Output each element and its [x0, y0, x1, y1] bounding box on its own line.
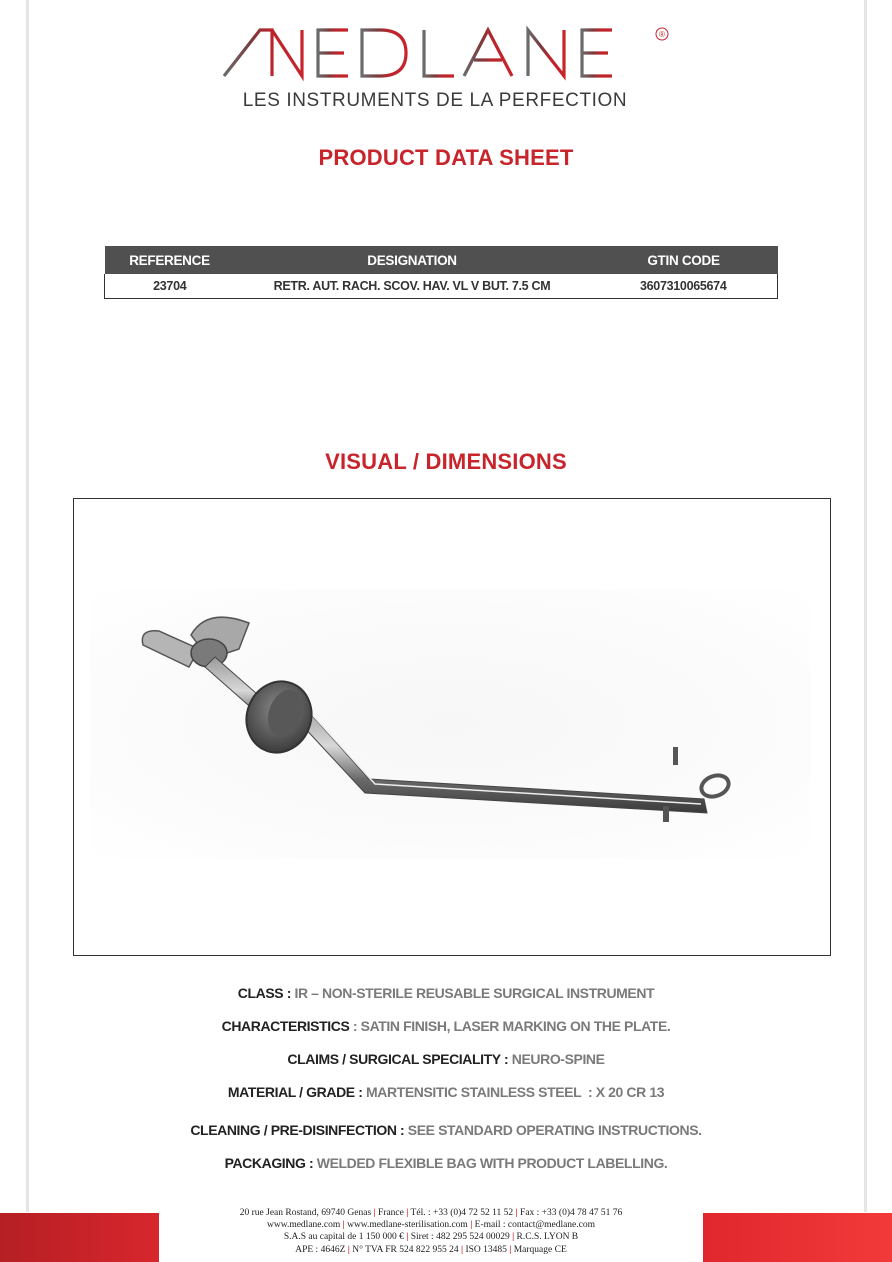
- spec-characteristics: [0, 1018, 892, 1034]
- spec-packaging-label: PACKAGING :: [224, 1155, 314, 1171]
- reference-cell: 23704: [105, 274, 235, 299]
- footer-email-link[interactable]: E-mail : contact@medlane.com: [474, 1220, 595, 1231]
- reference-table: [104, 246, 778, 299]
- product-data-sheet-title: PRODUCT DATA SHEET: [318, 145, 574, 170]
- footer-address-line: 20 rue Jean Rostand, 69740 Genas | France | Tél. : +33 (0)4 72 52 11 52 | Fax : +33 (0)4 78 47 51 76: [239, 1208, 623, 1218]
- spec-cleaning-value: SEE STANDARD OPERATING INSTRUCTIONS.: [407, 1122, 702, 1138]
- retractor-instrument-image: [129, 609, 749, 839]
- footer-country: France: [378, 1208, 404, 1218]
- footer-fax: Fax : +33 (0)4 78 47 51 76: [520, 1208, 623, 1218]
- spec-class: [0, 985, 892, 1001]
- footer-rcs: R.C.S. LYON B: [516, 1232, 579, 1243]
- footer-phone: Tél. : +33 (0)4 72 52 11 52: [410, 1208, 514, 1218]
- designation-cell: RETR. AUT. RACH. SCOV. HAV. VL V BUT. 7.5 CM: [235, 274, 590, 299]
- spec-packaging: [0, 1155, 892, 1171]
- spec-claims-value: NEURO-SPINE: [511, 1051, 605, 1067]
- footer-web-line: www.medlane.com | www.medlane-sterilisation.com | E-mail : contact@medlane.com: [266, 1220, 595, 1231]
- table-header-designation: DESIGNATION: [235, 246, 590, 274]
- spec-class-label: CLASS :: [237, 985, 291, 1001]
- gtin-cell: 3607310065674: [590, 274, 778, 299]
- footer-capital: S.A.S au capital de 1 150 000 €: [283, 1232, 404, 1243]
- footer-red-band-left: [0, 1213, 159, 1262]
- spec-characteristics-label: CHARACTERISTICS: [221, 1018, 350, 1034]
- footer-ape: APE : 4646Z: [295, 1244, 346, 1255]
- footer-registration-line: APE : 4646Z | N° TVA FR 524 822 955 24 | ISO 13485 | Marquage CE: [295, 1244, 567, 1255]
- medlane-logo: [220, 24, 680, 84]
- footer-iso: ISO 13485: [465, 1244, 507, 1255]
- footer-vat: N° TVA FR 524 822 955 24: [352, 1244, 459, 1255]
- spec-cleaning-label: CLEANING / PRE-DISINFECTION :: [190, 1122, 405, 1138]
- spec-material-label: MATERIAL / GRADE :: [227, 1084, 363, 1100]
- footer-address: 20 rue Jean Rostand, 69740 Genas: [239, 1208, 372, 1218]
- spec-material-value: MARTENSITIC STAINLESS STEEL : X 20 CR 13: [365, 1084, 665, 1100]
- table-header-row: [105, 246, 778, 274]
- footer-ce-mark: Marquage CE: [513, 1244, 567, 1255]
- product-image-frame: [73, 498, 831, 956]
- visual-dimensions-title: VISUAL / DIMENSIONS: [325, 449, 567, 474]
- spec-claims-label: CLAIMS / SURGICAL SPECIALITY :: [287, 1051, 509, 1067]
- spec-claims: [0, 1051, 892, 1067]
- footer-sterilisation-link[interactable]: www.medlane-sterilisation.com: [347, 1220, 468, 1231]
- footer-siret: Siret : 482 295 524 00029: [410, 1232, 510, 1243]
- spec-characteristics-value: : SATIN FINISH, LASER MARKING ON THE PLATE.: [349, 1018, 671, 1034]
- registered-mark: ®: [659, 30, 665, 39]
- footer-red-band-right: [703, 1213, 892, 1262]
- spec-class-value: IR – NON-STERILE REUSABLE SURGICAL INSTRUMENT: [294, 985, 655, 1001]
- company-footer: [170, 1207, 692, 1256]
- table-header-reference: REFERENCE: [105, 246, 235, 274]
- footer-legal-line: S.A.S au capital de 1 150 000 € | Siret : 482 295 524 00029 | R.C.S. LYON B: [283, 1232, 579, 1243]
- footer-website-link[interactable]: www.medlane.com: [266, 1220, 341, 1231]
- table-row: [105, 274, 778, 299]
- brand-tagline: LES INSTRUMENTS DE LA PERFECTION: [242, 90, 628, 111]
- table-header-gtin: GTIN CODE: [590, 246, 778, 274]
- spec-material: [0, 1084, 892, 1100]
- spec-cleaning: [0, 1122, 892, 1138]
- spec-packaging-value: WELDED FLEXIBLE BAG WITH PRODUCT LABELLING.: [316, 1155, 668, 1171]
